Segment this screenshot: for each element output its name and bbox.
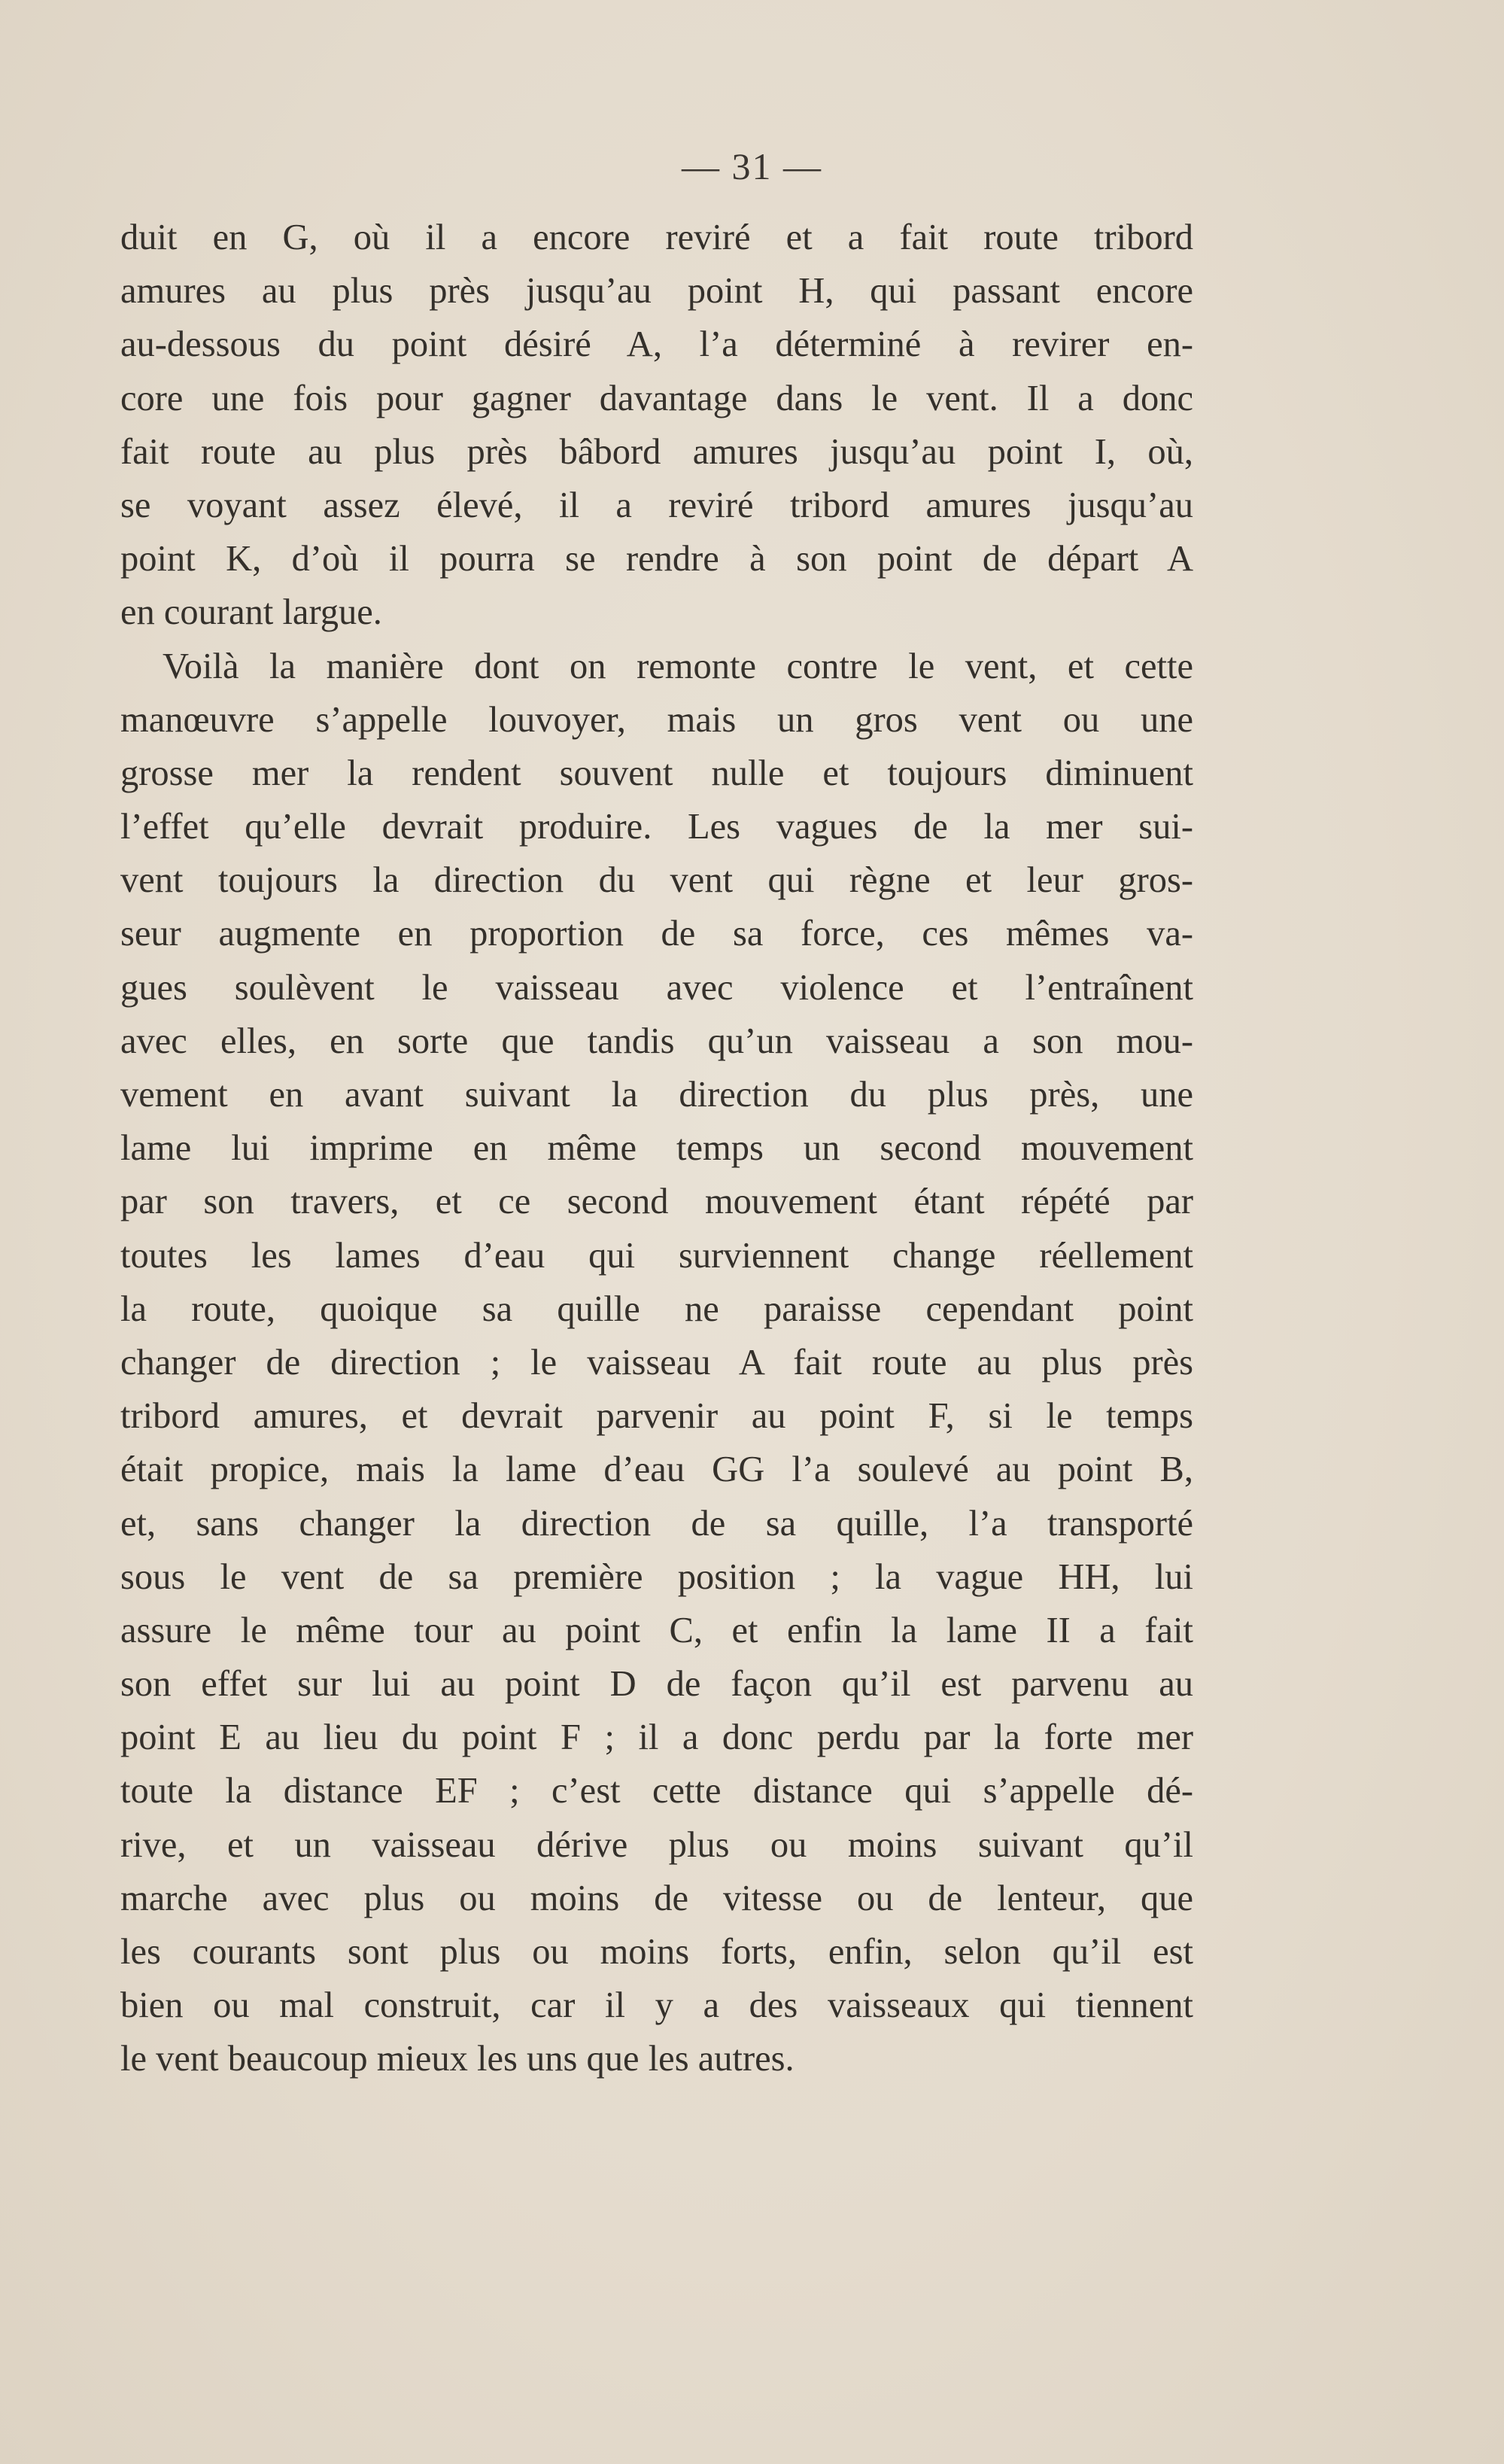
text-line: la route, quoique sa quille ne paraisse cependant point (120, 1288, 1193, 1329)
text-line: avec elles, en sorte que tandis qu’un vaisseau a son mou- (120, 1021, 1193, 1061)
text-line: point E au lieu du point F ; il a donc perdu par la forte mer (120, 1717, 1193, 1758)
text-line: bien ou mal construit, car il y a des vaisseaux qui tiennent (120, 1985, 1193, 2026)
text-line: manœuvre s’appelle louvoyer, mais un gros vent ou une (120, 699, 1193, 740)
text-line: seur augmente en proportion de sa force, ces mêmes va- (120, 914, 1193, 954)
text-line: vent toujours la direction du vent qui règne et leur gros- (120, 860, 1193, 901)
text-line: duit en G, où il a encore reviré et a fait route tribord (120, 218, 1193, 257)
text-line: lame lui imprime en même temps un second mouvement (120, 1128, 1193, 1169)
text-line: les courants sont plus ou moins forts, enfin, selon qu’il est (120, 1932, 1193, 1972)
body-text (120, 211, 1193, 2086)
text-line: grosse mer la rendent souvent nulle et toujours diminuent (120, 753, 1193, 793)
text-line: son effet sur lui au point D de façon qu’il est parvenu au (120, 1664, 1193, 1705)
paragraph-start-line: Voilà la manière dont on remonte contre le vent, et cette (163, 646, 1193, 686)
text-line: marche avec plus ou moins de vitesse ou de lenteur, que (120, 1878, 1193, 1918)
text-line: était propice, mais la lame d’eau GG l’a soulevé au point B, (120, 1450, 1193, 1490)
text-line: vement en avant suivant la direction du plus près, une (120, 1075, 1193, 1115)
text-line: tribord amures, et devrait parvenir au point F, si le temps (120, 1396, 1193, 1437)
text-line: se voyant assez élevé, il a reviré tribord amures jusqu’au (120, 485, 1193, 525)
text-line: et, sans changer la direction de sa quille, l’a transporté (120, 1503, 1193, 1544)
text-line: sous le vent de sa première position ; la vague HH, lui (120, 1556, 1193, 1597)
text-line: amures au plus près jusqu’au point H, qui passant encore (120, 271, 1193, 312)
text-line: assure le même tour au point C, et enfin la lame II a fait (120, 1610, 1193, 1650)
text-line: gues soulèvent le vaisseau avec violence et l’entraînent (120, 967, 1193, 1008)
text-line: en courant largue. (120, 592, 382, 633)
text-line: fait route au plus près bâbord amures jusqu’au point I, où, (120, 431, 1193, 472)
text-line: changer de direction ; le vaisseau A fait route au plus près (120, 1342, 1193, 1383)
text-line: le vent beaucoup mieux les uns que les autres. (120, 2039, 795, 2079)
text-line: point K, d’où il pourra se rendre à son point de départ A (120, 539, 1193, 579)
text-line: au-dessous du point désiré A, l’a déterminé à revirer en- (120, 324, 1193, 365)
text-line: core une fois pour gagner davantage dans le vent. Il a donc (120, 378, 1193, 418)
text-line: par son travers, et ce second mouvement étant répété par (120, 1182, 1193, 1222)
text-line: toutes les lames d’eau qui surviennent change réellement (120, 1235, 1193, 1276)
text-line: rive, et un vaisseau dérive plus ou moins suivant qu’il (120, 1824, 1193, 1865)
text-line: toute la distance EF ; c’est cette distance qui s’appelle dé- (120, 1771, 1193, 1811)
text-line: l’effet qu’elle devrait produire. Les vagues de la mer sui- (120, 807, 1193, 847)
page-number: — 31 — (682, 145, 822, 187)
